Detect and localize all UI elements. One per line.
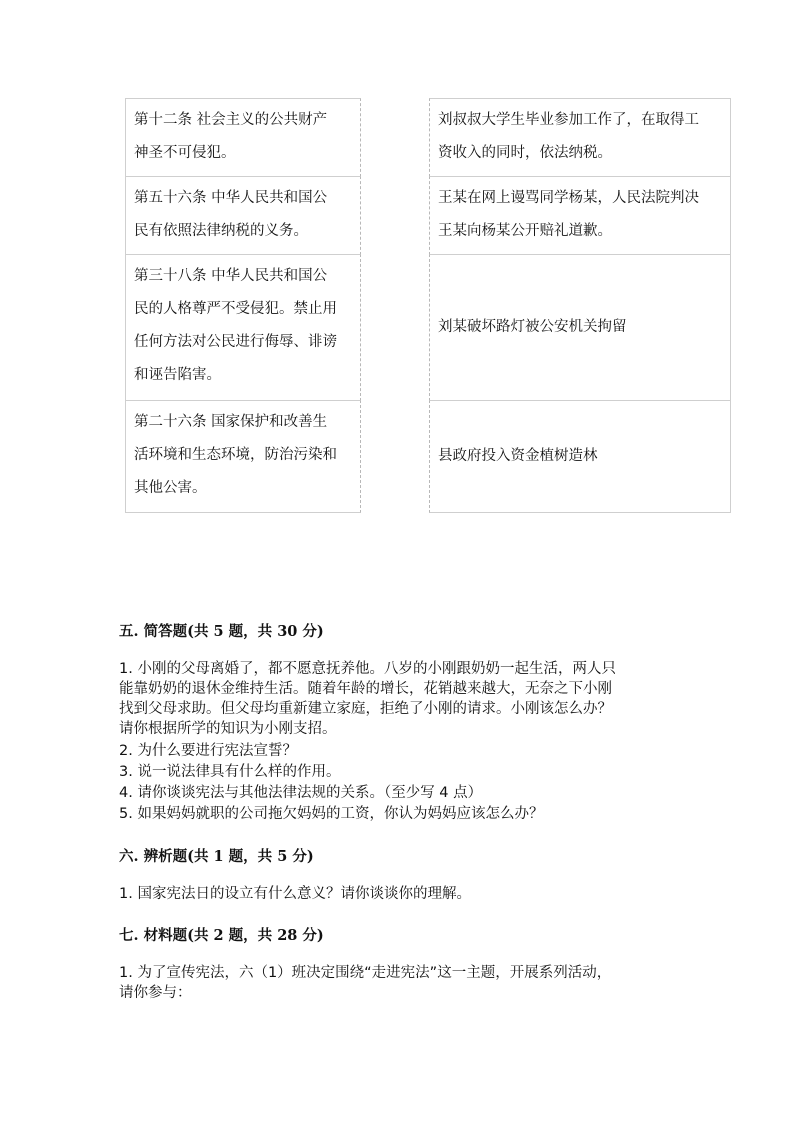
- article-cell-12[interactable]: 第十二条 社会主义的公共财产 神圣不可侵犯。: [125, 98, 361, 177]
- section-6-title: 六. 辨析题(共 1 题，共 5 分): [119, 848, 314, 865]
- section-5-question-5: 5. 如果妈妈就职的公司拖欠妈妈的工资，你认为妈妈应该怎么办？: [119, 806, 544, 822]
- scenario-cell-streetlight[interactable]: 刘某破坏路灯被公安机关拘留: [429, 254, 731, 401]
- section-5-question-4: 4. 请你谈谈宪法与其他法律法规的关系。（至少写 4 点）: [119, 785, 483, 801]
- scenario-cell-afforestation[interactable]: 县政府投入资金植树造林: [429, 400, 731, 513]
- article-cell-26[interactable]: 第二十六条 国家保护和改善生 活环境和生态环境，防治污染和 其他公害。: [125, 400, 361, 513]
- section-5-question-2: 2. 为什么要进行宪法宣誓？: [119, 743, 297, 759]
- scenario-cell-dignity[interactable]: 王某在网上谩骂同学杨某，人民法院判决 王某向杨某公开赔礼道歉。: [429, 176, 731, 255]
- article-cell-38[interactable]: 第三十八条 中华人民共和国公 民的人格尊严不受侵犯。禁止用 任何方法对公民进行侮辱、诽谤 和诬告陷害。: [125, 254, 361, 401]
- section-7-question-1: 1. 为了宣传宪法，六（1）班决定围绕“走进宪法”这一主题，开展系列活动， 请你参与：: [119, 965, 612, 1001]
- section-7-title: 七. 材料题(共 2 题，共 28 分): [119, 927, 324, 944]
- section-6-question-1: 1. 国家宪法日的设立有什么意义？请你谈谈你的理解。: [119, 886, 471, 902]
- section-5-question-3: 3. 说一说法律具有什么样的作用。: [119, 764, 341, 780]
- scenario-cell-tax[interactable]: 刘叔叔大学生毕业参加工作了，在取得工 资收入的同时，依法纳税。: [429, 98, 731, 177]
- section-5-question-1: 1. 小刚的父母离婚了，都不愿意抚养他。八岁的小刚跟奶奶一起生活，两人只 能靠奶奶的退休金维持生活。随着年龄的增长，花销越来越大，无奈之下小刚 找到父母求助。但父母均重新建立家庭，拒绝了小刚的请求。小刚该怎么办？ 请你根据所学的知识为小刚支招。: [119, 661, 616, 737]
- section-5-title: 五. 简答题(共 5 题，共 30 分): [119, 623, 324, 640]
- article-cell-56[interactable]: 第五十六条 中华人民共和国公 民有依照法律纳税的义务。: [125, 176, 361, 255]
